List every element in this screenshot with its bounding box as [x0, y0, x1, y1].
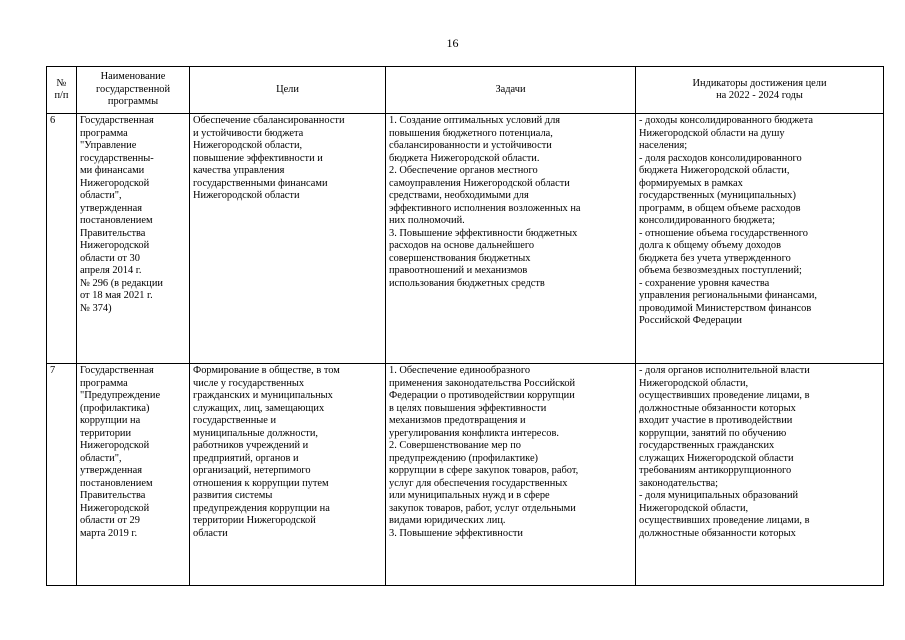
programs-table: [46, 66, 884, 586]
row-goals: Обеспечение сбалансированности и устойчивости бюджета Нижегородской области, повышение эффективности и качества управления государственными финансами Нижегородской области: [190, 114, 386, 364]
row-program: Государственная программа "Управление государственны- ми финансами Нижегородской области", утвержденная постановлением Правительства Нижегородской области от 30 апреля 2014 г. № 296 (в редакции от 18 мая 2021 г. № 374): [77, 114, 190, 364]
row-num: 7: [47, 364, 77, 586]
header-indicators: Индикаторы достижения цели на 2022 - 2024 годы: [636, 67, 884, 114]
table-row: [47, 114, 884, 364]
header-goals: Цели: [190, 67, 386, 114]
page-number: 16: [446, 36, 459, 50]
table-row: [47, 364, 884, 586]
row-indicators: - доходы консолидированного бюджета Нижегородской области на душу населения; - доля расходов консолидированного бюджета Нижегородской области, формируемых в рамках государственных (муниципальных) программ, в общем объеме расходов консолидированного бюджета; - отношение объема государственного долга к общему объему доходов бюджета без учета утвержденного объема безвозмездных поступлений; - сохранение уровня качества управления региональными финансами, проводимой Министерством финансов Российской Федерации: [636, 114, 884, 364]
row-indicators: - доля органов исполнительной власти Нижегородской области, осуществивших проведение лицами, в должностные обязанности которых входит участие в противодействии коррупции, занятий по обучению государственных гражданских служащих Нижегородской области требованиям антикоррупционного законодательства; - доля муниципальных образований Нижегородской области, осуществивших проведение лицами, в должностные обязанности которых: [636, 364, 884, 586]
row-goals: Формирование в обществе, в том числе у государственных гражданских и муниципальных служащих, лиц, замещающих государственные и муниципальные должности, работников учреждений и предприятий, органов и организаций, нетерпимого отношения к коррупции путем развития системы предупреждения коррупции на территории Нижегородской области: [190, 364, 386, 586]
row-tasks: 1. Обеспечение единообразного применения законодательства Российской Федерации о противодействии коррупции в целях повышения эффективности механизмов предотвращения и урегулирования конфликта интересов. 2. Совершенствование мер по предупреждению (профилактике) коррупции в сфере закупок товаров, работ, услуг для обеспечения государственных или муниципальных нужд и в сфере закупок товаров, работ, услуг отдельными видами юридических лиц. 3. Повышение эффективности: [386, 364, 636, 586]
table-header-row: [47, 67, 884, 114]
row-num: 6: [47, 114, 77, 364]
header-num: № п/п: [47, 67, 77, 114]
row-program: Государственная программа "Предупреждение (профилактика) коррупции на территории Нижегородской области", утвержденная постановлением Правительства Нижегородской области от 29 марта 2019 г.: [77, 364, 190, 586]
header-program: Наименование государственной программы: [77, 67, 190, 114]
row-tasks: 1. Создание оптимальных условий для повышения бюджетного потенциала, сбалансированности и устойчивости бюджета Нижегородской области. 2. Обеспечение органов местного самоуправления Нижегородской области средствами, необходимыми для эффективного исполнения возложенных на них полномочий. 3. Повышение эффективности бюджетных расходов на основе дальнейшего совершенствования бюджетных правоотношений и механизмов использования бюджетных средств: [386, 114, 636, 364]
header-tasks: Задачи: [386, 67, 636, 114]
